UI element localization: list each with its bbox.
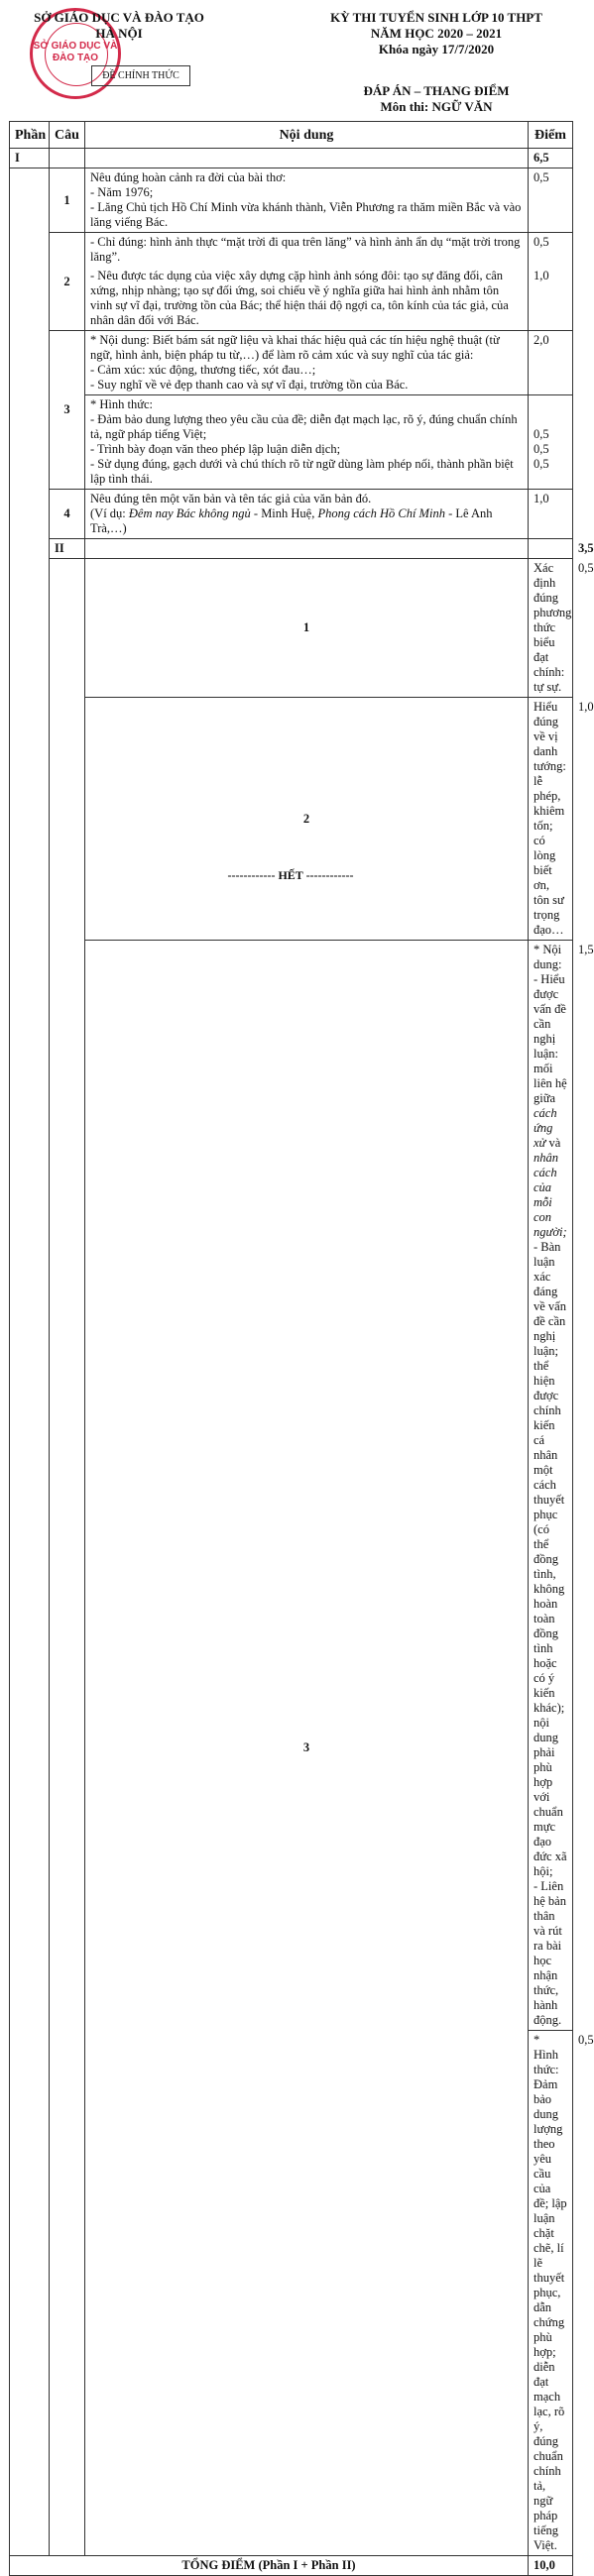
q3-form: [85, 395, 529, 490]
q4-line: Nêu đúng tên một văn bản và tên tác giả của văn bản đó.: [90, 492, 372, 505]
q1-line: - Lăng Chủ tịch Hồ Chí Minh vừa khánh thành, Viễn Phương ra thăm miền Bắc và vào lăng viếng Bác.: [90, 200, 522, 229]
table-header-row: [10, 122, 573, 149]
table-row: 3 * Nội dung: - Hiểu được vấn đề cần nghị luận: mối liên hệ giữa cách ứng xử và nhân cách của mỗi con người; - Bàn luận xác đáng về vấn đề cần nghị luận; thể hiện được chính kiến cá nhân một cách thuyết phục (có thể đồng tình, không hoàn toàn đồng tình hoặc có ý kiến khác); nội dung phải phù hợp với chuẩn mực đạo đức xã hội; - Liên hệ bản thân và rút ra bài học nhận thức, hành động. 1,5: [10, 941, 573, 2031]
header-diem: Điểm: [529, 122, 573, 149]
q1-score: 0,5: [529, 168, 573, 233]
q1-line: Nêu đúng hoàn cảnh ra đời của bài thơ:: [90, 170, 287, 184]
p2q1-content: Xác định đúng phương thức biểu đạt chính: tự sự.: [529, 559, 573, 698]
p2q2-content: Hiểu đúng về vị danh tướng: lễ phép, khiêm tốn; có lòng biết ơn, tôn sư trọng đạo…: [529, 698, 573, 941]
p2q3-form: * Hình thức: Đảm bảo dung lượng theo yêu cầu của đề; lập luận chặt chẽ, lí lẽ thuyết phục, dẫn chứng phù hợp; diễn đạt mạch lạc, rõ ý, đúng chuẩn chính tả, ngữ pháp tiếng Việt.: [529, 2031, 573, 2556]
q3-form-b-score: 0,5: [534, 442, 549, 456]
city-name: HÀ NỘI: [95, 26, 143, 41]
q4-example: (Ví dụ: Đêm nay Bác không ngủ - Minh Huệ, Phong cách Hồ Chí Minh - Lê Anh Trà,…): [90, 506, 493, 535]
table-row: * Hình thức: Đảm bảo dung lượng theo yêu cầu của đề; lập luận chặt chẽ, lí lẽ thuyết phục, dẫn chứng phù hợp; diễn đạt mạch lạc, rõ ý, đúng chuẩn chính tả, ngữ pháp tiếng Việt. 0,5: [10, 2031, 573, 2556]
q3-line: * Nội dung: Biết bám sát ngữ liệu và khai thác hiệu quả các tín hiệu nghệ thuật (từ ngữ, hình ảnh, biện pháp tu từ,…) để làm rõ cảm xúc và suy nghĩ của tác giả:: [90, 333, 500, 362]
q1-content: [85, 168, 529, 233]
q4-score: 1,0: [529, 490, 573, 539]
part1-row: [10, 149, 573, 168]
q2-a: - Chỉ đúng: hình ảnh thực “mặt trời đi qua trên lăng” và hình ảnh ẩn dụ “mặt trời trong lăng”.: [85, 233, 529, 268]
seal-text: SỞ GIÁO DỤC VÀ ĐÀO TẠO: [33, 41, 118, 63]
official-label: ĐỀ CHÍNH THỨC: [91, 65, 190, 86]
table-row: [10, 490, 573, 539]
q2-b-score: 1,0: [529, 267, 573, 331]
q3-content: [85, 331, 529, 395]
end-marker: ------------ HẾT ------------: [227, 868, 354, 882]
table-row: 2 Hiểu đúng về vị danh tướng: lễ phép, khiêm tốn; có lòng biết ơn, tôn sư trọng đạo… 1,0: [10, 698, 573, 941]
q3-form-a-score: 0,5: [534, 427, 549, 441]
q1-line: - Năm 1976;: [90, 185, 154, 199]
part1-label: I: [10, 149, 50, 168]
table-row: [10, 267, 573, 331]
q3-form-c-score: 0,5: [534, 457, 549, 471]
p2q3-title: * Nội dung:: [534, 943, 562, 971]
q3-line: - Cảm xúc: xúc động, thương tiếc, xót đau…;: [90, 363, 316, 377]
q2-a-score: 0,5: [529, 233, 573, 268]
subject-label: Môn thi: NGỮ VĂN: [380, 99, 493, 114]
table-row: [10, 331, 573, 395]
p2q3-num: 3: [85, 941, 529, 2556]
department-name: SỞ GIÁO DỤC VÀ ĐÀO TẠO: [34, 10, 204, 25]
exam-title: KỲ THI TUYỂN SINH LỚP 10 THPT: [330, 10, 542, 25]
q1-num: 1: [50, 168, 85, 233]
school-year: NĂM HỌC 2020 – 2021: [370, 26, 503, 41]
header-right: [297, 10, 575, 57]
q3-line: - Suy nghĩ về vẻ đẹp thanh cao và sự vĩ đại, trường tồn của Bác.: [90, 378, 409, 392]
q3-form-a: - Đảm bảo dung lượng theo yêu cầu của đề; diễn đạt mạch lạc, rõ ý, đúng chuẩn chính tả, ngữ pháp tiếng Việt;: [90, 412, 518, 441]
total-score: 10,0: [529, 2556, 573, 2576]
q3-content-score: 2,0: [529, 331, 573, 395]
p2q2-num: 2: [85, 698, 529, 941]
q3-num: 3: [50, 331, 85, 490]
p2q3-line-b: - Bàn luận xác đáng về vấn đề cần nghị luận; thể hiện được chính kiến cá nhân một cách thuyết phục (có thể đồng tình, không hoàn toàn đồng tình hoặc có ý kiến khác); nội dung phải phù hợp với chuẩn mực đạo đức xã hội;: [534, 1240, 567, 1878]
p2q3-line-c: - Liên hệ bản thân và rút ra bài học nhận thức, hành động.: [534, 1879, 566, 2027]
table-row: [10, 233, 573, 268]
table-row: [10, 395, 573, 490]
q2-b: - Nêu được tác dụng của việc xây dựng cặp hình ảnh sóng đôi: tạo sự đăng đối, cân xứng, nhịp nhàng; tạo sự đối ứng, soi chiếu về ý nghĩa giữa hai hình ảnh nhằm tôn vinh sự vĩ đại, trường tồn của Bác; thể hiện thái độ ngợi ca, tôn kính của tác giả, của nhân dân đối với Bác.: [85, 267, 529, 331]
answer-table: [9, 121, 594, 2576]
p2q1-num: 1: [85, 559, 529, 698]
part2-row: II 3,5: [10, 539, 573, 559]
answer-title: ĐÁP ÁN – THANG ĐIỂM: [363, 83, 510, 98]
total-label: TỔNG ĐIỂM (Phần I + Phần II): [10, 2556, 529, 2576]
q4-num: 4: [50, 490, 85, 539]
total-row: [10, 2556, 573, 2576]
q3-form-c: - Sử dụng đúng, gạch dưới và chú thích rõ từ ngữ dùng làm phép nối, thành phần biệt lập tình thái.: [90, 457, 514, 486]
q3-form-scores: [529, 395, 573, 490]
table-row: [10, 168, 573, 233]
p2q3-content: [529, 941, 573, 2031]
exam-date: Khóa ngày 17/7/2020: [378, 42, 495, 56]
q3-form-b: - Trình bày đoạn văn theo phép lập luận diễn dịch;: [90, 442, 341, 456]
header-cau: Câu: [50, 122, 85, 149]
part1-score: 6,5: [529, 149, 573, 168]
part2-label: II: [50, 539, 85, 559]
q3-form-title: * Hình thức:: [90, 397, 154, 411]
header-phan: Phần: [10, 122, 50, 149]
q2-num: 2: [50, 233, 85, 331]
q4-content: [85, 490, 529, 539]
p2q3-line-a: - Hiểu được vấn đề cần nghị luận: mối liên hệ giữa cách ứng xử và nhân cách của mỗi con người;: [534, 972, 567, 1239]
table-row: 1 Xác định đúng phương thức biểu đạt chính: tự sự. 0,5: [10, 559, 573, 698]
header-noidung: Nội dung: [85, 122, 529, 149]
